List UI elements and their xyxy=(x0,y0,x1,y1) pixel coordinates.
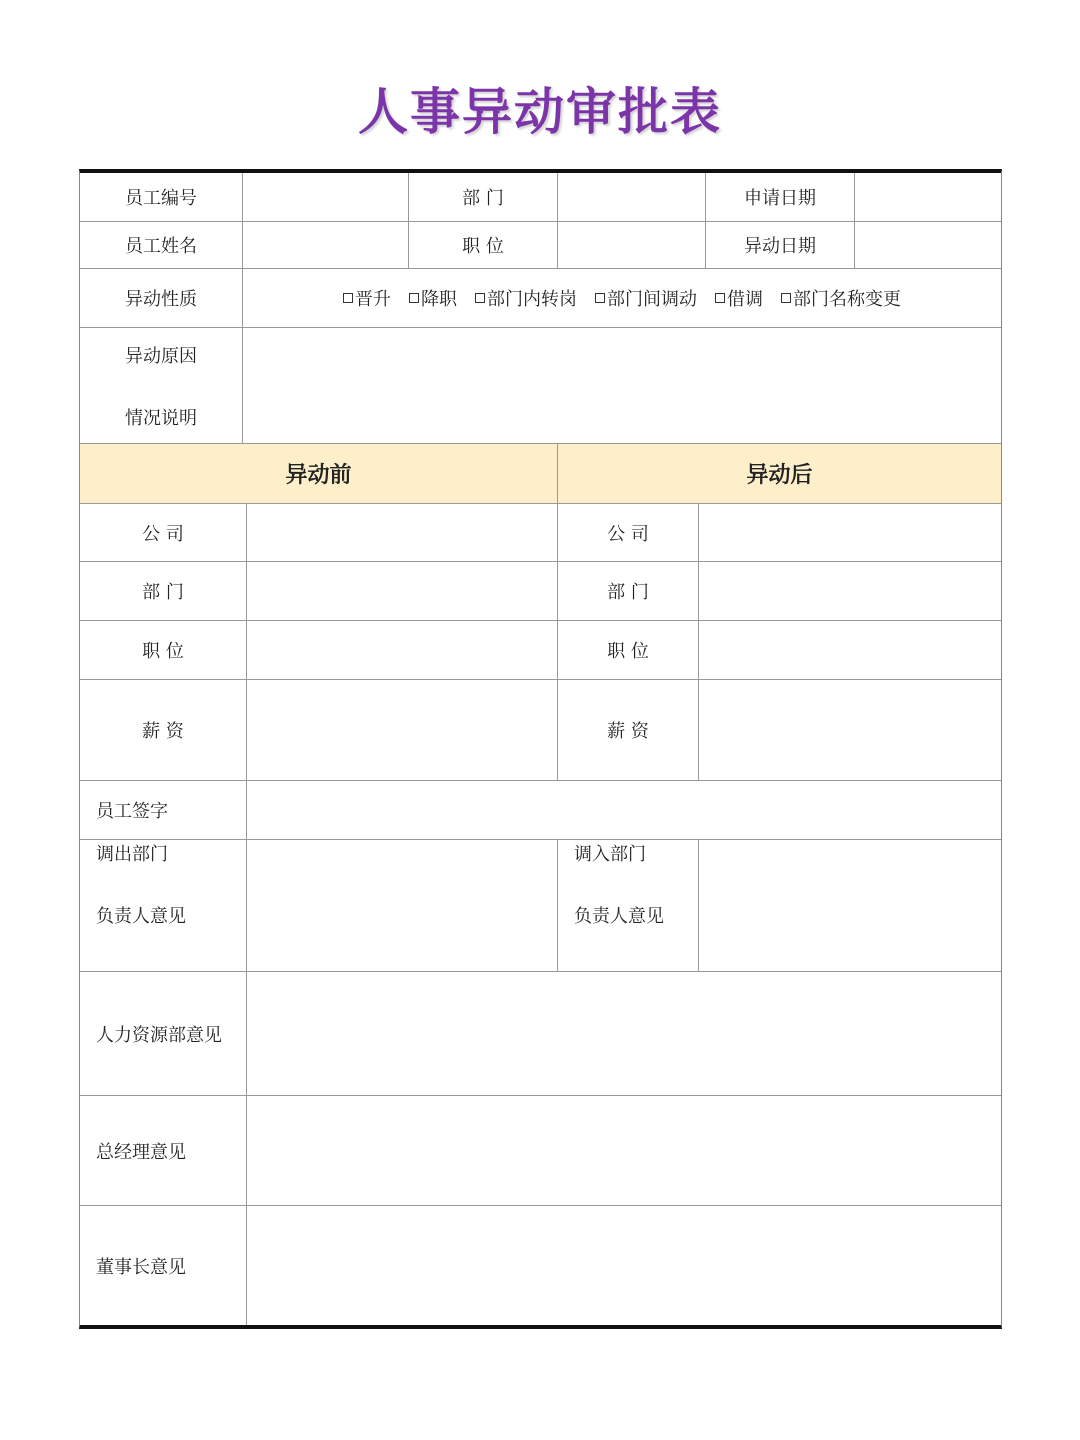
department-field[interactable] xyxy=(558,173,706,221)
label-hr-opinion: 人力资源部意见 xyxy=(80,972,247,1095)
salary-before-field[interactable] xyxy=(247,680,558,780)
checkbox-icon[interactable] xyxy=(475,293,485,303)
row-reason xyxy=(80,328,1001,444)
out-dept-line2: 负责人意见 xyxy=(96,906,186,927)
company-after-field[interactable] xyxy=(699,504,1001,561)
checkbox-icon[interactable] xyxy=(595,293,605,303)
change-date-field[interactable] xyxy=(855,222,1001,268)
label-salary-after: 薪 资 xyxy=(558,680,699,780)
row-chairman-opinion xyxy=(80,1206,1001,1325)
label-position-after: 职 位 xyxy=(558,621,699,679)
after-header: 异动后 xyxy=(558,444,1001,503)
label-chairman-opinion: 董事长意见 xyxy=(80,1206,247,1325)
label-department: 部 门 xyxy=(409,173,558,221)
row-hr-opinion xyxy=(80,972,1001,1096)
label-signature: 员工签字 xyxy=(80,781,247,839)
row-employee-name xyxy=(80,222,1001,269)
row-signature xyxy=(80,781,1001,840)
out-dept-line1: 调出部门 xyxy=(96,844,168,865)
checkbox-icon[interactable] xyxy=(715,293,725,303)
department-before-field[interactable] xyxy=(247,562,558,620)
label-company-before: 公 司 xyxy=(80,504,247,561)
reason-line1: 异动原因 xyxy=(125,345,197,367)
in-dept-opinion-field[interactable] xyxy=(699,840,1001,971)
label-change-type: 异动性质 xyxy=(80,269,243,327)
gm-opinion-field[interactable] xyxy=(247,1096,1001,1205)
position-field[interactable] xyxy=(558,222,706,268)
row-department xyxy=(80,562,1001,621)
label-employee-id: 员工编号 xyxy=(80,173,243,221)
label-position: 职 位 xyxy=(409,222,558,268)
row-dept-opinions xyxy=(80,840,1001,972)
row-change-type xyxy=(80,269,1001,328)
label-change-date: 异动日期 xyxy=(706,222,855,268)
label-department-before: 部 门 xyxy=(80,562,247,620)
option-secondment[interactable]: 借调 xyxy=(715,285,763,311)
row-position xyxy=(80,621,1001,680)
option-cross-dept-transfer[interactable]: 部门间调动 xyxy=(595,285,697,311)
in-dept-line1: 调入部门 xyxy=(574,844,646,865)
company-before-field[interactable] xyxy=(247,504,558,561)
chairman-opinion-field[interactable] xyxy=(247,1206,1001,1325)
option-promotion[interactable]: 晋升 xyxy=(343,285,391,311)
label-position-before: 职 位 xyxy=(80,621,247,679)
position-after-field[interactable] xyxy=(699,621,1001,679)
option-internal-transfer[interactable]: 部门内转岗 xyxy=(475,285,577,311)
row-company xyxy=(80,504,1001,562)
label-in-dept xyxy=(558,840,699,971)
label-reason xyxy=(80,328,243,443)
before-header: 异动前 xyxy=(80,444,558,503)
label-out-dept xyxy=(80,840,247,971)
option-demotion[interactable]: 降职 xyxy=(409,285,457,311)
label-company-after: 公 司 xyxy=(558,504,699,561)
hr-opinion-field[interactable] xyxy=(247,972,1001,1095)
change-type-options xyxy=(243,269,1001,327)
label-salary-before: 薪 资 xyxy=(80,680,247,780)
row-employee-id xyxy=(80,173,1001,222)
approval-form xyxy=(79,169,1002,1329)
label-gm-opinion: 总经理意见 xyxy=(80,1096,247,1205)
reason-line2: 情况说明 xyxy=(125,407,197,429)
row-salary xyxy=(80,680,1001,781)
reason-field[interactable] xyxy=(243,328,1001,443)
out-dept-opinion-field[interactable] xyxy=(247,840,558,971)
salary-after-field[interactable] xyxy=(699,680,1001,780)
department-after-field[interactable] xyxy=(699,562,1001,620)
checkbox-icon[interactable] xyxy=(409,293,419,303)
page-title: 人事异动审批表 xyxy=(358,83,722,141)
in-dept-line2: 负责人意见 xyxy=(574,906,664,927)
row-before-after-header xyxy=(80,444,1001,504)
employee-id-field[interactable] xyxy=(243,173,409,221)
label-department-after: 部 门 xyxy=(558,562,699,620)
employee-name-field[interactable] xyxy=(243,222,409,268)
checkbox-icon[interactable] xyxy=(781,293,791,303)
checkbox-icon[interactable] xyxy=(343,293,353,303)
signature-field[interactable] xyxy=(247,781,1001,839)
position-before-field[interactable] xyxy=(247,621,558,679)
label-employee-name: 员工姓名 xyxy=(80,222,243,268)
apply-date-field[interactable] xyxy=(855,173,1001,221)
row-gm-opinion xyxy=(80,1096,1001,1206)
label-apply-date: 申请日期 xyxy=(706,173,855,221)
option-dept-rename[interactable]: 部门名称变更 xyxy=(781,285,901,311)
